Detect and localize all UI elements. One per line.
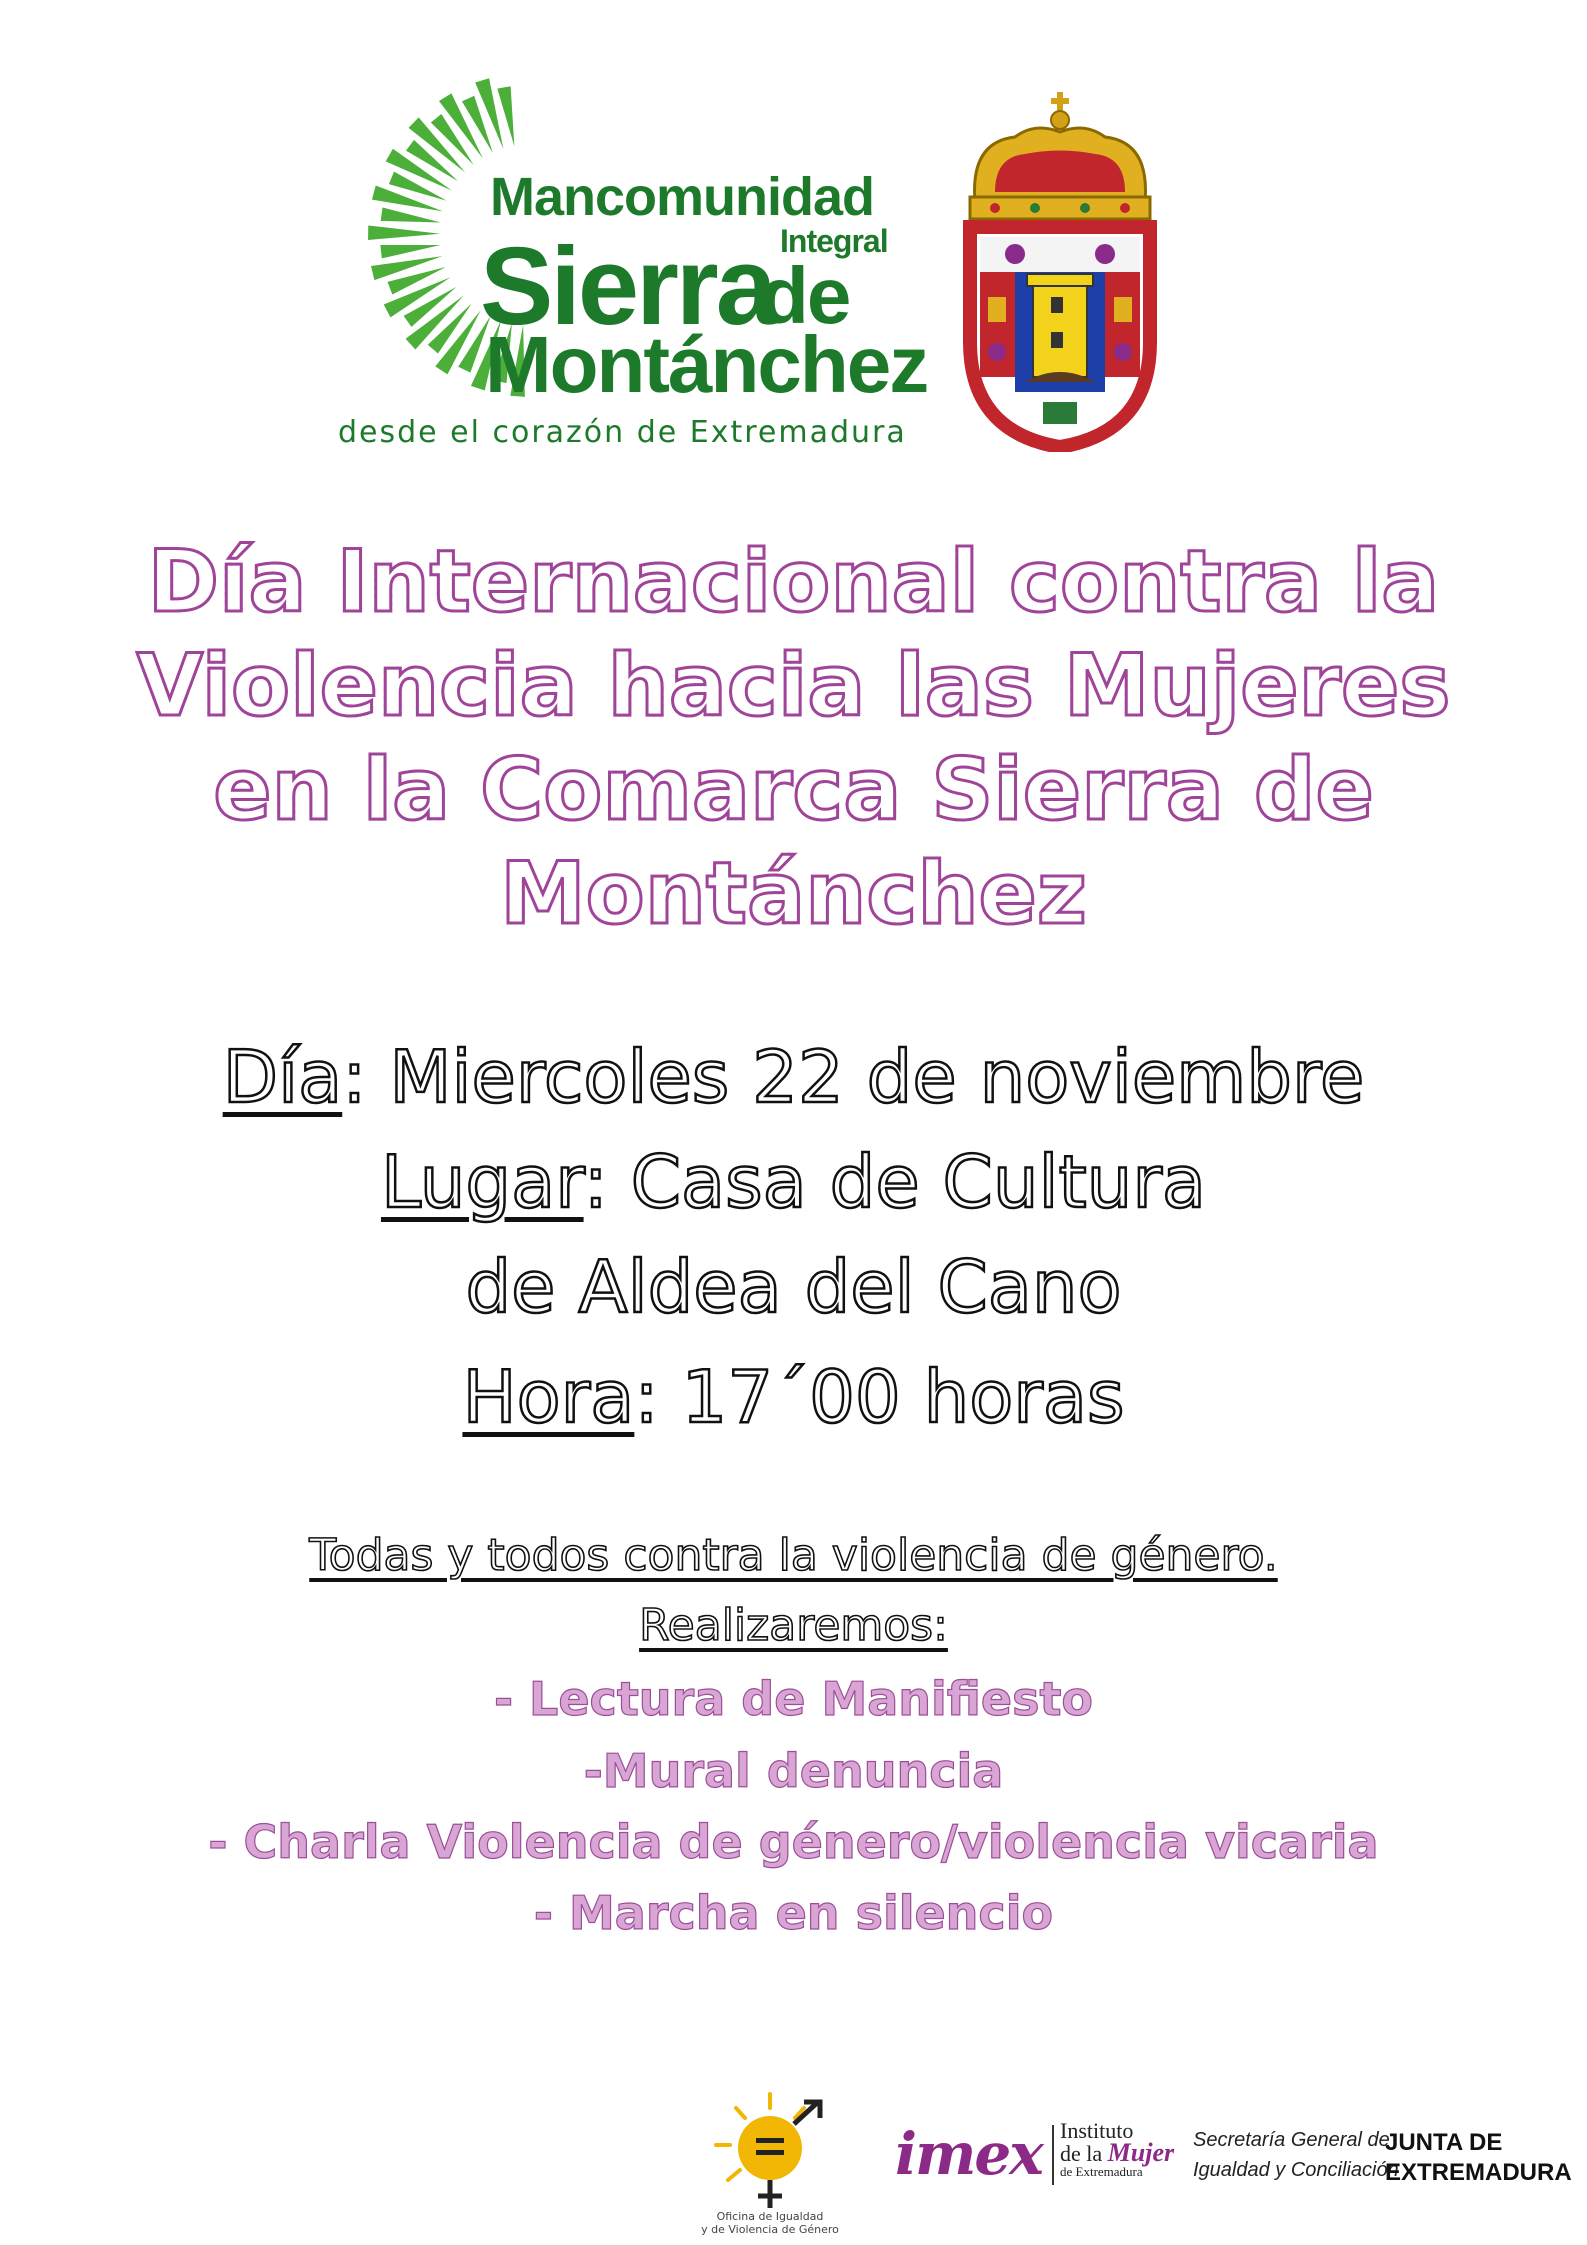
mancomunidad-logo: [330, 70, 928, 450]
slogan: [0, 1530, 1587, 1581]
activity-item: -Mural denuncia: [583, 1744, 1004, 1798]
oficina-line: Oficina de Igualdad: [716, 2210, 824, 2223]
realizaremos-text: Realizaremos:: [639, 1600, 948, 1651]
logo-tagline: desde el corazón de Extremadura: [338, 415, 907, 450]
sun-ray: [381, 207, 441, 222]
instituto-de-la: de la: [1060, 2141, 1108, 2166]
logo-sierra-text: Sierra: [480, 225, 774, 348]
instituto-line: Instituto: [1060, 2118, 1134, 2143]
oficina-line: y de Violencia de Género: [701, 2223, 839, 2236]
instituto-line: de Extremadura: [1060, 2164, 1143, 2179]
realizaremos-heading: [0, 1600, 1587, 1651]
title-line: Violencia hacia las Mujeres: [136, 636, 1451, 736]
title-line: Día Internacional contra la: [147, 532, 1440, 632]
secretaria-line: Secretaría General de: [1193, 2129, 1390, 2151]
secretaria-line: Igualdad y Conciliación: [1193, 2159, 1399, 2181]
instituto-line: [1060, 2138, 1175, 2167]
activity-item: - Charla Violencia de género/violencia vicaria: [208, 1815, 1379, 1869]
hora-label: Hora: [462, 1355, 635, 1439]
logo-mancomunidad-text: Mancomunidad: [490, 167, 875, 227]
lugar-value: : Casa de Cultura: [583, 1140, 1207, 1224]
sun-ray: [368, 225, 440, 240]
slogan-text: Todas y todos contra la violencia de género.: [309, 1530, 1278, 1581]
info-lugar-line2: de Aldea del Cano: [465, 1245, 1122, 1329]
dia-value: : Miercoles 22 de noviembre: [342, 1035, 1365, 1119]
logo-montanchez-text: Montánchez: [485, 320, 928, 409]
sun-ray: [371, 256, 443, 280]
info-hora: [0, 1355, 1587, 1439]
logo-de-text: de: [760, 251, 850, 340]
oficina-igualdad-text: [690, 2210, 850, 2236]
dia-label: Día: [222, 1035, 343, 1119]
title-line: en la Comarca Sierra de: [213, 740, 1374, 840]
logo-integral-text: Integral: [780, 223, 888, 259]
imex-logo: imex: [895, 2120, 1042, 2188]
instituto-mujer-text: [1060, 2120, 1174, 2179]
lugar-label: Lugar: [380, 1140, 584, 1224]
info-lugar: [0, 1140, 1587, 1224]
activity-item: - Marcha en silencio: [533, 1886, 1054, 1940]
hora-value: : 17´00 horas: [634, 1355, 1125, 1439]
junta-extremadura-logo: [1385, 2128, 1572, 2188]
activity-item: - Lectura de Manifiesto: [493, 1672, 1094, 1726]
info-dia: [0, 1035, 1587, 1119]
sun-ray: [380, 245, 440, 258]
title-line: Montánchez: [500, 844, 1087, 944]
instituto-mujer: Mujer: [1107, 2138, 1175, 2167]
junta-line: EXTREMADURA: [1385, 2159, 1572, 2186]
secretaria-general-text: [1193, 2125, 1399, 2185]
imex-divider: [1052, 2125, 1054, 2185]
crown-icon: [970, 92, 1150, 219]
event-title: [100, 530, 1487, 946]
coat-of-arms-icon: [955, 92, 1165, 452]
junta-line: JUNTA DE: [1385, 2129, 1503, 2156]
